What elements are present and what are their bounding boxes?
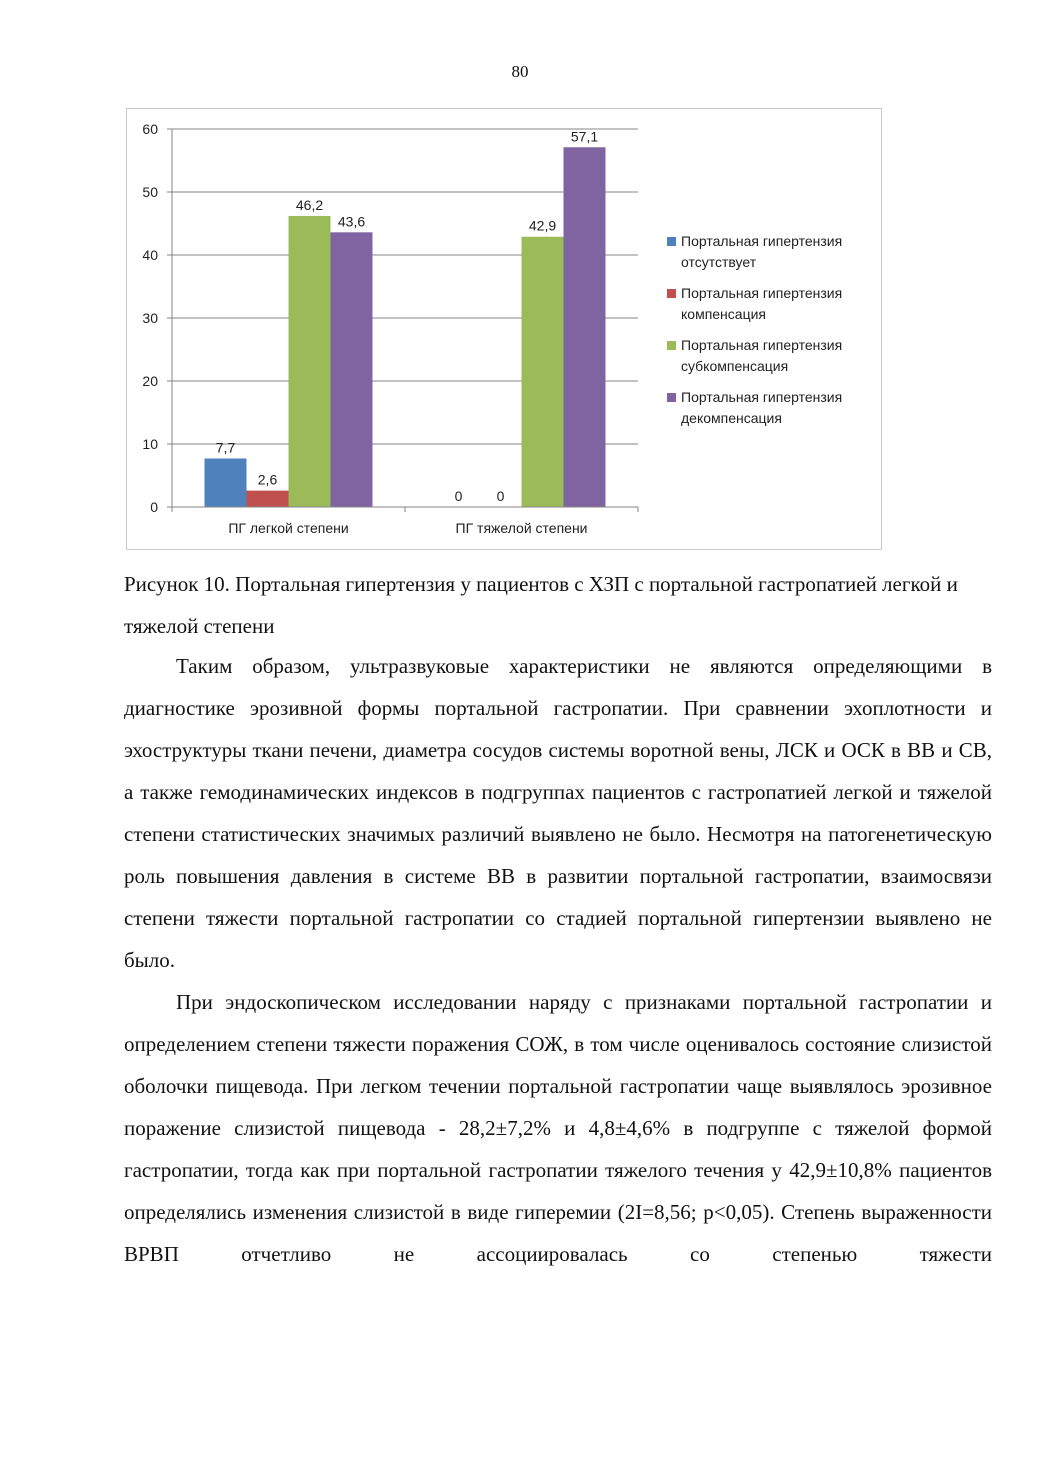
- data-label-cat0-series3: 43,6: [337, 213, 366, 230]
- legend-swatch-1: [667, 289, 676, 298]
- legend-label-2: Портальная гипертензия субкомпенсация: [681, 337, 843, 374]
- bar-cat1-series2: [522, 237, 564, 507]
- bar-cat0-series1: [247, 491, 289, 507]
- y-tick-label-3: 30: [142, 310, 158, 326]
- data-label-cat1-series2: 42,9: [528, 217, 557, 234]
- y-tick-label-2: 20: [142, 373, 158, 389]
- legend-label-1: Портальная гипертензия компенсация: [681, 285, 843, 322]
- data-label-cat0-series0: 7,7: [215, 439, 236, 456]
- y-tick-label-4: 40: [142, 247, 158, 263]
- figure-caption: Рисунок 10. Портальная гипертензия у пациентов с ХЗП с портальной гастропатией легкой и тяжелой степени: [124, 572, 958, 638]
- data-label-cat1-series3: 57,1: [570, 128, 599, 145]
- bar-cat0-series2: [289, 216, 331, 507]
- bar-cat1-series3: [564, 147, 606, 507]
- paragraph-2: При эндоскопическом исследовании наряду с признаками портальной гастропатии и определением степени тяжести поражения СОЖ, в том числе оценивалось состояние слизистой оболочки пищевода. При легком течении портальной гастропатии чаще выявлялось эрозивное поражение слизистой пищевода - 28,2±7,2% и 4,8±4,6% в подгруппе с тяжелой формой гастропатии, тогда как при портальной гастропатии тяжелого течения у 42,9±10,8% пациентов определялись изменения слизистой в виде гиперемии (2I=8,56; p<0,05). Степень выраженности ВРВП отчетливо не ассоциировалась со степенью тяжести: [124, 990, 992, 1266]
- y-tick-label-1: 10: [142, 436, 158, 452]
- legend-swatch-2: [667, 341, 676, 350]
- chart-legend: [667, 231, 877, 439]
- bar-chart: [126, 108, 882, 550]
- legend-label-3: Портальная гипертензия декомпенсация: [681, 389, 843, 426]
- bar-chart-plot: [127, 109, 667, 549]
- legend-swatch-3: [667, 393, 676, 402]
- x-category-label-0: ПГ легкой степени: [228, 520, 349, 536]
- bar-cat0-series3: [331, 232, 373, 507]
- y-tick-label-0: 0: [150, 499, 158, 515]
- paragraph-1: Таким образом, ультразвуковые характеристики не являются определяющими в диагностике эрозивной формы портальной гастропатии. При сравнении эхоплотности и эхоструктуры ткани печени, диаметра сосудов системы воротной вены, ЛСК и ОСК в ВВ и СВ, а также гемодинамических индексов в подгруппах пациентов с гастропатией легкой и тяжелой степени статистических значимых различий выявлено не было. Несмотря на патогенетическую роль повышения давления в системе ВВ в развитии портальной гастропатии, взаимосвязи степени тяжести портальной гастропатии со стадией портальной гипертензии выявлено не было.: [124, 654, 992, 972]
- x-category-label-1: ПГ тяжелой степени: [455, 520, 588, 536]
- page-number: 80: [511, 62, 529, 81]
- legend-label-0: Портальная гипертензия отсутствует: [681, 233, 843, 270]
- legend-item-2: [667, 335, 877, 377]
- legend-swatch-0: [667, 237, 676, 246]
- data-label-cat1-series0: 0: [454, 488, 463, 504]
- y-tick-label-6: 60: [142, 121, 158, 137]
- legend-item-0: [667, 231, 877, 273]
- body-text: [124, 645, 992, 1275]
- y-tick-label-5: 50: [142, 184, 158, 200]
- data-label-cat0-series2: 46,2: [295, 196, 324, 213]
- legend-item-1: [667, 283, 877, 325]
- data-label-cat1-series1: 0: [496, 488, 505, 504]
- bar-cat0-series0: [205, 458, 247, 507]
- legend-item-3: [667, 387, 877, 429]
- data-label-cat0-series1: 2,6: [257, 471, 278, 488]
